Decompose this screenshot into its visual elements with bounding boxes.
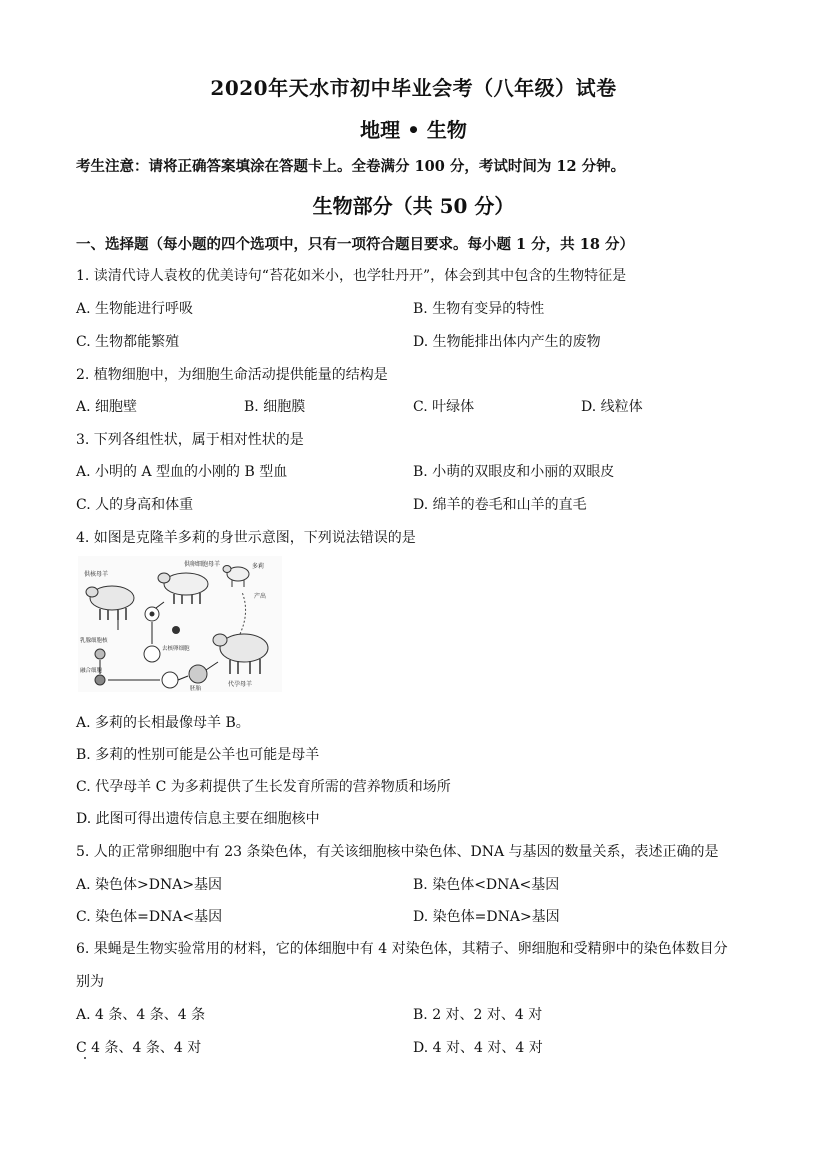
embryo-icon bbox=[189, 665, 207, 683]
option-c: C. 代孕母羊 C 为多莉提供了生长发育所需的营养物质和场所 bbox=[76, 779, 451, 795]
question-stem: 1. 读清代诗人袁枚的优美诗句“苔花如米小，也学牡丹开”，体会到其中包含的生物特征是 bbox=[76, 268, 627, 284]
label-donor-a: 供卵细胞母羊 bbox=[184, 561, 221, 568]
question-stem: 2. 植物细胞中，为细胞生命活动提供能量的结构是 bbox=[76, 367, 388, 383]
option-a: A. 生物能进行呼吸 bbox=[76, 301, 194, 317]
section-title: 生物部分（共 50 分） bbox=[312, 194, 515, 218]
option-a: A. 4 条、4 条、4 条 bbox=[76, 1007, 206, 1023]
option-c: C. 染色体=DNA<基因 bbox=[76, 909, 223, 925]
label-egg: 去核卵细胞 bbox=[162, 646, 190, 652]
question-stem: 3. 下列各组性状，属于相对性状的是 bbox=[76, 432, 304, 448]
label-birth: 产出 bbox=[254, 593, 267, 600]
option-b: B. 2 对、2 对、4 对 bbox=[413, 1007, 543, 1023]
cloning-diagram bbox=[78, 556, 282, 692]
label-nucleus: 乳腺细胞核 bbox=[80, 638, 108, 644]
part-title: 一、选择题（每小题的四个选项中，只有一项符合题目要求。每小题 1 分，共 18 分） bbox=[76, 236, 634, 253]
option-b: B. 染色体<DNA<基因 bbox=[413, 877, 560, 893]
option-a: A. 多莉的长相最像母羊 B。 bbox=[76, 715, 250, 731]
option-a: A. 细胞壁 bbox=[76, 399, 138, 415]
zygote-icon bbox=[162, 672, 178, 688]
exam-title: 2020年天水市初中毕业会考（八年级）试卷 bbox=[210, 76, 617, 100]
option-b: B. 小萌的双眼皮和小丽的双眼皮 bbox=[413, 464, 615, 480]
option-b: B. 多莉的性别可能是公羊也可能是母羊 bbox=[76, 747, 320, 763]
option-c: C. 生物都能繁殖 bbox=[76, 334, 180, 350]
option-a: A. 染色体>DNA>基因 bbox=[76, 877, 223, 893]
question-stem: 5. 人的正常卵细胞中有 23 条染色体，有关该细胞核中染色体、DNA 与基因的数量关系，表述正确的是 bbox=[76, 844, 719, 860]
option-c: C. 叶绿体 bbox=[413, 399, 475, 415]
label-embryo: 胚胎 bbox=[190, 686, 202, 692]
fusion-cell-icon bbox=[95, 675, 105, 685]
option-d: D. 此图可得出遗传信息主要在细胞核中 bbox=[76, 811, 320, 827]
exam-subtitle: 地理 • 生物 bbox=[360, 118, 467, 142]
option-b: B. 细胞膜 bbox=[244, 399, 306, 415]
option-d: D. 线粒体 bbox=[581, 399, 643, 415]
enucleated-egg-icon bbox=[144, 646, 160, 662]
question-stem-continued: 别为 bbox=[76, 974, 104, 990]
label-surrogate: 代孕母羊 bbox=[228, 681, 253, 688]
label-donor-b: 供核母羊 bbox=[84, 571, 109, 578]
exam-notice: 考生注意：请将正确答案填涂在答题卡上。全卷满分 100 分，考试时间为 12 分钟。 bbox=[76, 158, 626, 175]
option-d: D. 生物能排出体内产生的废物 bbox=[413, 334, 601, 350]
label-dolly: 多莉 bbox=[252, 563, 265, 570]
option-d: D. 染色体=DNA>基因 bbox=[413, 909, 560, 925]
label-fusion: 融合细胞 bbox=[80, 668, 103, 674]
option-c: C. 人的身高和体重 bbox=[76, 497, 194, 513]
option-b: B. 生物有变异的特性 bbox=[413, 301, 545, 317]
option-a: A. 小明的 A 型血的小刚的 B 型血 bbox=[76, 464, 288, 480]
mammary-cell-icon bbox=[95, 649, 105, 659]
question-stem: 6. 果蝇是生物实验常用的材料，它的体细胞中有 4 对染色体，其精子、卵细胞和受精卵中的染色体数目分 bbox=[76, 941, 728, 957]
option-c: C 4 条、4 条、4 对 bbox=[76, 1040, 202, 1056]
option-d: D. 绵羊的卷毛和山羊的直毛 bbox=[413, 497, 587, 513]
stray-mark bbox=[84, 1057, 86, 1059]
nucleus-icon bbox=[172, 626, 180, 634]
question-stem: 4. 如图是克隆羊多莉的身世示意图，下列说法错误的是 bbox=[76, 530, 416, 546]
option-d: D. 4 对、4 对、4 对 bbox=[413, 1040, 543, 1056]
